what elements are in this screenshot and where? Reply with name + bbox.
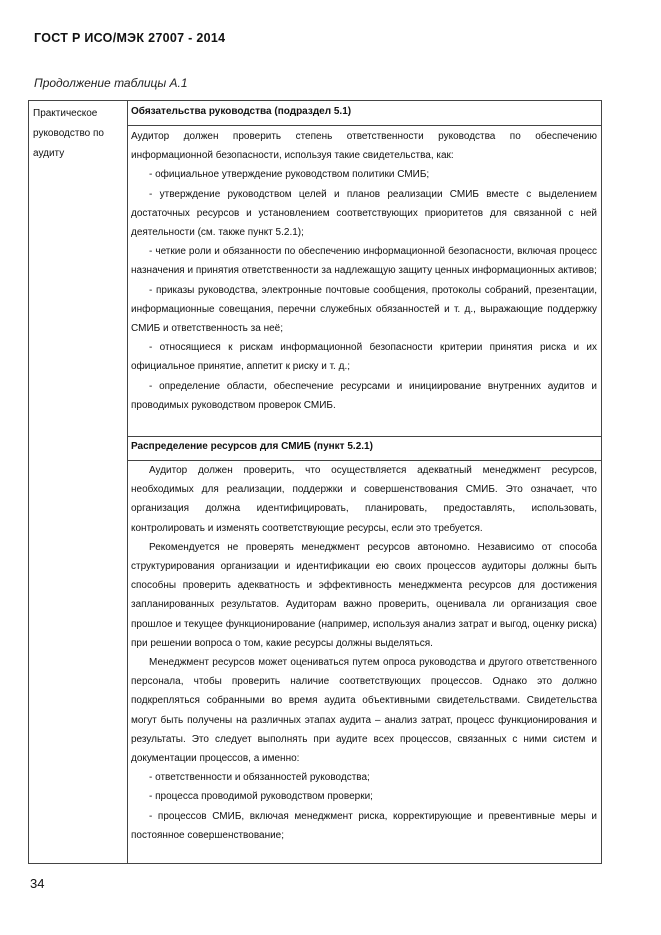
document-header: ГОСТ Р ИСО/МЭК 27007 - 2014 [34, 31, 226, 45]
section-heading-resource-allocation: Распределение ресурсов для СМИБ (пункт 5.2.1) [131, 441, 373, 452]
requirements-table [28, 100, 602, 864]
list-item: - процессов СМИБ, включая менеджмент риска, корректирующие и превентивные меры и постоянное совершенствование; [131, 810, 597, 841]
paragraph: Аудитор должен проверить степень ответственности руководства по обеспечению информационной безопасности, используя такие свидетельства, как: [131, 131, 597, 162]
list-item: - официальное утверждение руководством политики СМИБ; [149, 169, 430, 181]
list-item: - ответственности и обязанностей руководства; [149, 772, 370, 784]
paragraph: Менеджмент ресурсов может оцениваться путем опроса руководства и другого ответственного персонала, чтобы проверить наличие соответствующих процессов. Однако это должно подкрепляться собранными во время аудита объективными свидетельствами. Свидетельства могут быть получены на различных этапах аудита – анализ затрат, процесс функционирования и результаты. Это следует выполнять при аудите всех процессов, связанных с ними систем и документации процессов, а именно: [131, 657, 597, 765]
list-item: - приказы руководства, электронные почтовые сообщения, протоколы собраний, презентации, информационные совещания, перечни служебных обязанностей и т. д., выражающие поддержку СМИБ и ответственность за неё; [131, 284, 597, 335]
list-item: - утверждение руководством целей и планов реализации СМИБ вместе с выделением достаточных ресурсов и установлением соответствующих приоритетов для связанной с ней деятельности (см. также пункт 5.2.1); [131, 188, 597, 239]
list-item: - четкие роли и обязанности по обеспечению информационной безопасности, включая процесс назначения и принятия ответственности за надлежащую защиту ценных информационных активов; [131, 246, 597, 277]
content-column [128, 101, 601, 863]
page-number: 34 [30, 876, 45, 891]
section-heading-management-commitment: Обязательства руководства (подраздел 5.1) [131, 106, 352, 117]
list-item: - определение области, обеспечение ресурсами и инициирование внутренних аудитов и проводимых руководством проверок СМИБ. [131, 380, 597, 411]
category-cell: Практическое руководство по аудиту [29, 101, 128, 863]
paragraph: Рекомендуется не проверять менеджмент ресурсов автономно. Независимо от способа структурирования организации и идентификации ею своих процессов аудиторы должны быть способны проверить адекватность и эффективность менеджмента ресурсов для достижения запланированных результатов. Аудиторам важно проверить, оценивала ли организация свое прошлое и текущее функционирование (например, используя анализ затрат и выгод, оценку риска) при решении вопроса о том, какие ресурсы должны выделяться. [131, 541, 597, 649]
section-body-resource-allocation [128, 461, 601, 845]
list-item: - процесса проводимой руководством проверки; [149, 791, 373, 803]
row-divider [128, 125, 601, 126]
table-caption: Продолжение таблицы А.1 [34, 76, 188, 90]
section-body-management-commitment [128, 127, 601, 415]
paragraph: Аудитор должен проверить, что осуществляется адекватный менеджмент ресурсов, необходимых для реализации, поддержки и совершенствования СМИБ. Это означает, что организация должна идентифицировать, планировать, предоставлять, использовать, контролировать и изменять соответствующие ресурсы, если это требуется. [131, 465, 597, 534]
list-item: - относящиеся к рискам информационной безопасности критерии принятия риска и их официальное принятие, аппетит к риску и т. д.; [131, 342, 597, 373]
